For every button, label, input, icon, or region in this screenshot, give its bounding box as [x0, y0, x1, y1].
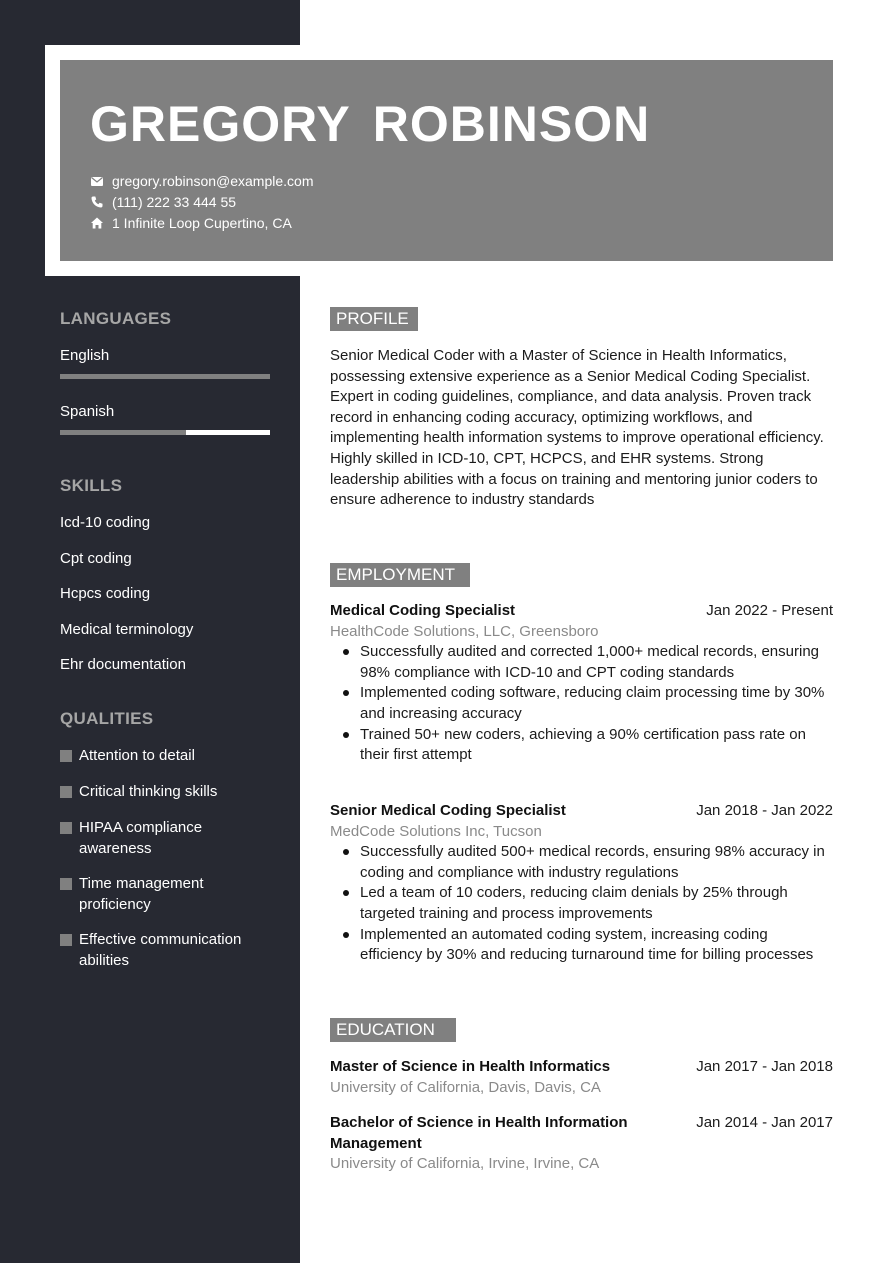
- language-item: [60, 346, 270, 366]
- quality-item: [60, 874, 270, 915]
- language-level-bar: [60, 430, 270, 435]
- quality-text: Critical thinking skills: [79, 783, 218, 800]
- first-name: GREGORY: [90, 96, 351, 152]
- quality-item: [60, 746, 270, 767]
- phone-icon: [90, 195, 104, 209]
- language-level-bar: [60, 374, 270, 379]
- quality-text: HIPAA compliance awareness: [79, 819, 203, 857]
- job-bullet: Implemented an automated coding system, increasing coding efficiency by 30% and reducing turnaround time for billing processes: [330, 925, 833, 966]
- job-entry: [330, 801, 833, 966]
- profile-title: PROFILE: [330, 307, 418, 331]
- job-bullets: [330, 642, 833, 766]
- job-bullet: Successfully audited and corrected 1,000+ medical records, ensuring 98% compliance with ICD-10 and CPT coding standards: [330, 642, 833, 683]
- main-column: [330, 0, 833, 1263]
- address-text: 1 Infinite Loop Cupertino, CA: [112, 214, 292, 231]
- contact-email: [90, 170, 314, 191]
- education-school: University of California, Davis, Davis, CA: [330, 1078, 601, 1096]
- language-name: Spanish: [60, 403, 115, 420]
- job-bullet: Successfully audited 500+ medical records, ensuring 98% accuracy in coding and compliance with industry regulations: [330, 842, 833, 883]
- language-item: [60, 402, 270, 422]
- quality-item: [60, 782, 270, 803]
- job-bullets: [330, 842, 833, 966]
- skill-item: Icd-10 coding: [60, 514, 151, 531]
- job-bullet: Trained 50+ new coders, achieving a 90% certification pass rate on their first attempt: [330, 725, 833, 766]
- envelope-icon: [90, 174, 104, 188]
- degree-title: Bachelor of Science in Health Information Management: [330, 1114, 628, 1152]
- language-level-fill: [60, 374, 270, 379]
- education-school: University of California, Irvine, Irvine, CA: [330, 1155, 600, 1173]
- job-title: Senior Medical Coding Specialist: [330, 802, 566, 819]
- profile-summary: Senior Medical Coder with a Master of Science in Health Informatics, possessing extensive experience as a Senior Medical Coding Specialist. Expert in coding guidelines, compliance, and data analysis. Proven track record in enhancing coding accuracy, optimizing workflows, and implementing health information systems to improve operational efficiency. Highly skilled in ICD-10, CPT, HCPCS, and EHR systems. Strong leadership abilities with a focus on training and mentoring junior coders to ensure adherence to industry standards: [330, 347, 824, 509]
- skill-item: Ehr documentation: [60, 656, 186, 673]
- skills-section: [60, 475, 270, 673]
- skill-item: Cpt coding: [60, 550, 132, 567]
- skill-item: Hcpcs coding: [60, 585, 151, 602]
- job-entry: [330, 601, 833, 766]
- qualities-section: [60, 708, 270, 969]
- bullet-square-icon: [60, 750, 72, 762]
- employment-title: EMPLOYMENT: [330, 563, 470, 587]
- quality-text: Effective communication abilities: [79, 931, 242, 969]
- education-dates: Jan 2017 - Jan 2018: [696, 1058, 833, 1075]
- education-title: EDUCATION: [330, 1018, 456, 1042]
- job-title: Medical Coding Specialist: [330, 602, 516, 619]
- languages-section: [60, 308, 270, 420]
- last-name: ROBINSON: [372, 96, 651, 152]
- education-dates: Jan 2014 - Jan 2017: [696, 1114, 833, 1131]
- skills-title: SKILLS: [60, 476, 123, 495]
- quality-text: Attention to detail: [79, 747, 195, 764]
- bullet-square-icon: [60, 934, 72, 946]
- job-bullet: Led a team of 10 coders, reducing claim denials by 25% through targeted training and process improvements: [330, 883, 833, 924]
- quality-item: [60, 930, 270, 971]
- bullet-square-icon: [60, 878, 72, 890]
- contact-phone: [90, 191, 314, 212]
- contact-address: [90, 212, 314, 233]
- quality-item: [60, 818, 270, 859]
- languages-title: LANGUAGES: [60, 309, 172, 328]
- job-employer: MedCode Solutions Inc, Tucson: [330, 822, 542, 840]
- quality-text: Time management proficiency: [79, 875, 204, 913]
- job-dates: Jan 2022 - Present: [706, 602, 833, 619]
- phone-text: (111) 222 33 444 55: [112, 193, 237, 210]
- education-entry: [330, 1057, 833, 1098]
- contact-list: [90, 170, 314, 233]
- home-icon: [90, 216, 104, 230]
- qualities-title: QUALITIES: [60, 709, 154, 728]
- job-employer: HealthCode Solutions, LLC, Greensboro: [330, 622, 599, 640]
- language-name: English: [60, 347, 110, 364]
- job-bullet: Implemented coding software, reducing claim processing time by 30% and increasing accuracy: [330, 683, 833, 724]
- language-level-fill: [60, 430, 186, 435]
- degree-title: Master of Science in Health Informatics: [330, 1058, 611, 1075]
- education-entry: [330, 1113, 833, 1175]
- job-dates: Jan 2018 - Jan 2022: [696, 802, 833, 819]
- skill-item: Medical terminology: [60, 621, 194, 638]
- email-text: gregory.robinson@example.com: [112, 172, 314, 189]
- bullet-square-icon: [60, 822, 72, 834]
- bullet-square-icon: [60, 786, 72, 798]
